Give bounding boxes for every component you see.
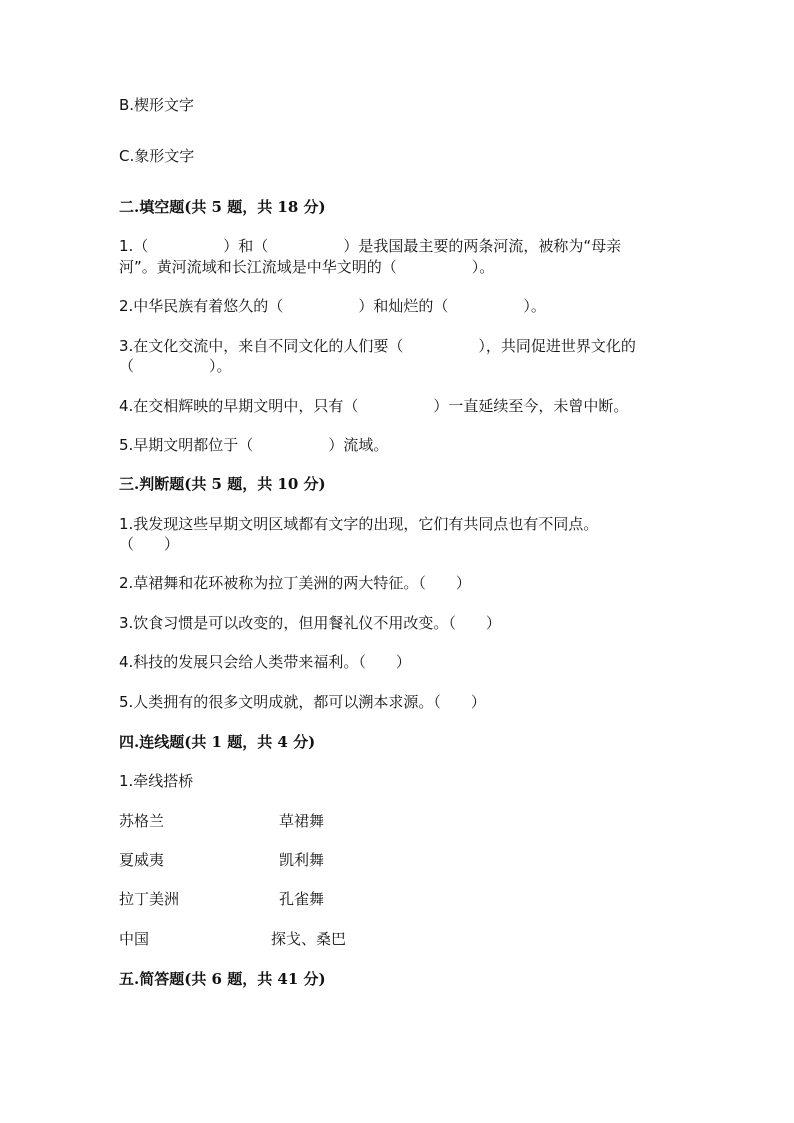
tf-q1-line1: 1.我发现这些早期文明区域都有文字的出现，它们有共同点也有不同点。 <box>119 515 599 533</box>
matching-left-item: 中国 <box>119 930 150 948</box>
section-heading-true-false: 三.判断题(共 5 题，共 10 分) <box>119 475 326 493</box>
matching-right-item: 孔雀舞 <box>279 890 325 908</box>
fill-q1-line1: 1.（ ）和（ ）是我国最主要的两条河流，被称为“母亲 <box>119 237 622 255</box>
matching-right-item: 探戈、桑巴 <box>271 930 347 948</box>
tf-q2: 2.草裙舞和花环被称为拉丁美洲的两大特征。（ ） <box>119 574 471 592</box>
fill-q4: 4.在交相辉映的早期文明中，只有（ ）一直延续至今，未曾中断。 <box>119 397 629 415</box>
section-heading-fill-in: 二.填空题(共 5 题，共 18 分) <box>119 198 326 216</box>
matching-left-item: 苏格兰 <box>119 812 165 830</box>
matching-left-item: 夏威夷 <box>119 851 165 869</box>
matching-q1: 1.牵线搭桥 <box>119 772 194 790</box>
section-heading-short-answer: 五.简答题(共 6 题，共 41 分) <box>119 970 326 988</box>
fill-q3-line1: 3.在文化交流中，来自不同文化的人们要（ ），共同促进世界文化的 <box>119 337 636 355</box>
matching-right-item: 凯利舞 <box>279 851 325 869</box>
fill-q5: 5.早期文明都位于（ ）流域。 <box>119 436 389 454</box>
fill-q2: 2.中华民族有着悠久的（ ）和灿烂的（ ）。 <box>119 297 546 315</box>
option-c: C.象形文字 <box>119 147 195 165</box>
matching-left-item: 拉丁美洲 <box>119 890 180 908</box>
tf-q3: 3.饮食习惯是可以改变的，但用餐礼仪不用改变。（ ） <box>119 614 501 632</box>
matching-right-item: 草裙舞 <box>279 812 325 830</box>
tf-q1-line2: （ ） <box>119 535 180 553</box>
section-heading-matching: 四.连线题(共 1 题，共 4 分) <box>119 733 316 751</box>
option-b: B.楔形文字 <box>119 96 195 114</box>
tf-q4: 4.科技的发展只会给人类带来福利。（ ） <box>119 653 411 671</box>
fill-q1-line2: 河”。黄河流域和长江流域是中华文明的（ ）。 <box>119 258 495 276</box>
fill-q3-line2: （ ）。 <box>119 357 232 375</box>
tf-q5: 5.人类拥有的很多文明成就，都可以溯本求源。（ ） <box>119 693 486 711</box>
